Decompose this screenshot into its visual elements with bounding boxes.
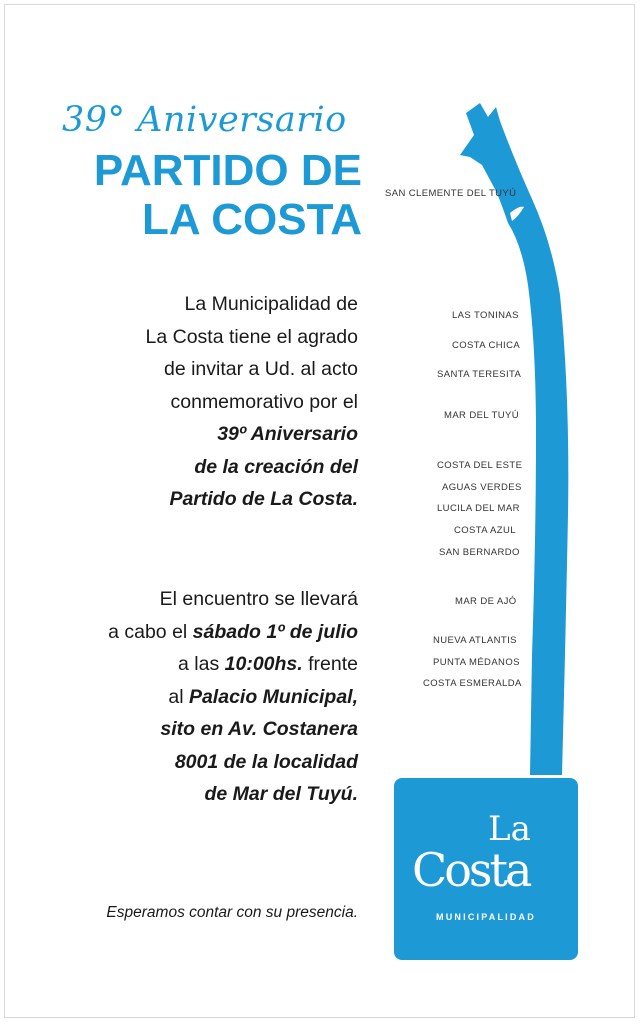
locality-las-toninas: LAS TONINAS — [452, 310, 519, 321]
event-text-fragment: frente — [302, 653, 358, 675]
locality-mar-del-tuyu: MAR DEL TUYÚ — [444, 410, 520, 421]
event-venue: Palacio Municipal, — [188, 685, 358, 708]
invitation-line: de invitar a Ud. al acto — [163, 358, 358, 380]
invitation-line-bold: de la creación del — [194, 455, 358, 478]
locality-san-bernardo: SAN BERNARDO — [439, 547, 520, 558]
invitation-line-bold: 39º Aniversario — [217, 423, 358, 445]
coastline-shape — [460, 103, 568, 775]
logo-word-la: La — [488, 809, 531, 849]
event-text-fragment: a cabo el — [108, 620, 193, 643]
event-date: sábado 1º de julio — [192, 620, 358, 643]
logo-wordmark — [394, 778, 578, 960]
municipality-logo — [394, 778, 578, 960]
event-line — [58, 681, 358, 714]
main-title-line1: PARTIDO DE — [93, 146, 362, 195]
locality-costa-azul: COSTA AZUL — [454, 525, 516, 536]
event-text — [58, 583, 358, 811]
locality-costa-del-este: COSTA DEL ESTE — [437, 460, 523, 471]
main-title-line2: LA COSTA — [142, 195, 362, 244]
locality-lucila-del-mar: LUCILA DEL MAR — [437, 503, 520, 514]
logo-subtitle: MUNICIPALIDAD — [436, 912, 536, 922]
invitation-line-bold: Partido de La Costa. — [169, 488, 358, 510]
locality-costa-chica: COSTA CHICA — [452, 340, 521, 351]
anniversary-script-title: 39° Aniversario — [62, 100, 347, 140]
invitation-line: La Costa tiene el agrado — [145, 325, 358, 348]
locality-nueva-atlantis: NUEVA ATLANTIS — [433, 635, 517, 646]
event-line: El encuentro se llevará — [159, 588, 358, 610]
event-address-line: de Mar del Tuyú. — [204, 783, 358, 805]
logo-word-costa: Costa — [412, 843, 530, 897]
locality-san-clemente: SAN CLEMENTE DEL TUYÚ — [385, 188, 517, 199]
invitation-line: La Municipalidad de — [184, 293, 358, 315]
locality-aguas-verdes: AGUAS VERDES — [442, 482, 522, 493]
event-time: 10:00hs. — [224, 653, 303, 675]
event-text-fragment: a las — [178, 653, 225, 675]
event-address-line: 8001 de la localidad — [174, 750, 358, 773]
main-title — [40, 146, 362, 244]
invitation-line: conmemorativo por el — [170, 390, 358, 413]
invitation-text — [58, 288, 358, 516]
locality-punta-medanos: PUNTA MÉDANOS — [433, 657, 520, 668]
locality-costa-esmeralda: COSTA ESMERALDA — [423, 678, 522, 689]
event-line — [58, 616, 358, 649]
locality-mar-de-ajo: MAR DE AJÓ — [455, 596, 517, 607]
event-text-fragment: al — [168, 685, 189, 708]
closing-text: Esperamos contar con su presencia. — [106, 904, 358, 921]
locality-santa-teresita: SANTA TERESITA — [437, 369, 522, 380]
event-address-line: sito en Av. Costanera — [160, 718, 358, 740]
event-line — [58, 648, 358, 681]
